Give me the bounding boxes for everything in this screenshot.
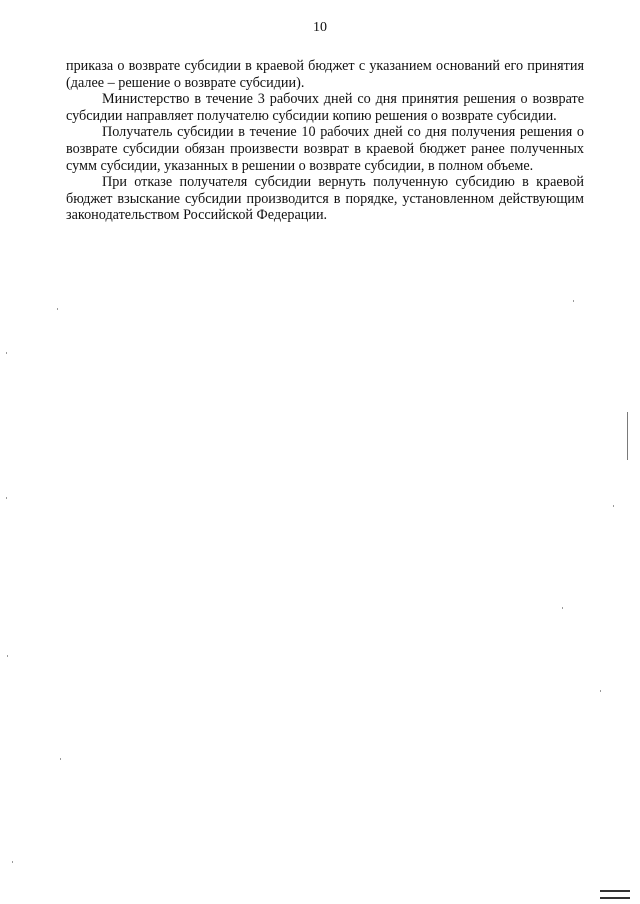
- scan-speck: [7, 655, 8, 657]
- paragraph-3: Получатель субсидии в течение 10 рабочих дней со дня получения решения о возврате субсидии обязан произвести возврат в краевой бюджет ранее полученных сумм субсидии, указанных в решении о возврате субсидии, в полном объеме.: [66, 124, 584, 174]
- paragraph-2: Министерство в течение 3 рабочих дней со дня принятия решения о возврате субсидии направляет получателю субсидии копию решения о возврате субсидии.: [66, 91, 584, 124]
- scan-speck: [12, 861, 13, 863]
- paragraph-1: приказа о возврате субсидии в краевой бюджет с указанием оснований его принятия (далее – решение о возврате субсидии).: [66, 58, 584, 91]
- scan-speck: [562, 607, 563, 609]
- scan-speck: [60, 758, 61, 760]
- scan-corner-line: [600, 897, 630, 899]
- scan-corner-line: [600, 890, 630, 892]
- scan-speck: [573, 300, 574, 302]
- scan-speck: [613, 505, 614, 507]
- scan-speck: [600, 690, 601, 692]
- paragraph-4: При отказе получателя субсидии вернуть полученную субсидию в краевой бюджет взыскание субсидии производится в порядке, установленном действующим законодательством Российской Федерации.: [66, 174, 584, 224]
- scan-speck: [6, 497, 7, 499]
- scan-speck: [6, 352, 7, 354]
- scan-speck: [57, 308, 58, 310]
- scan-edge-line: [627, 412, 628, 460]
- page-number: 10: [313, 20, 327, 35]
- document-body: [66, 58, 584, 224]
